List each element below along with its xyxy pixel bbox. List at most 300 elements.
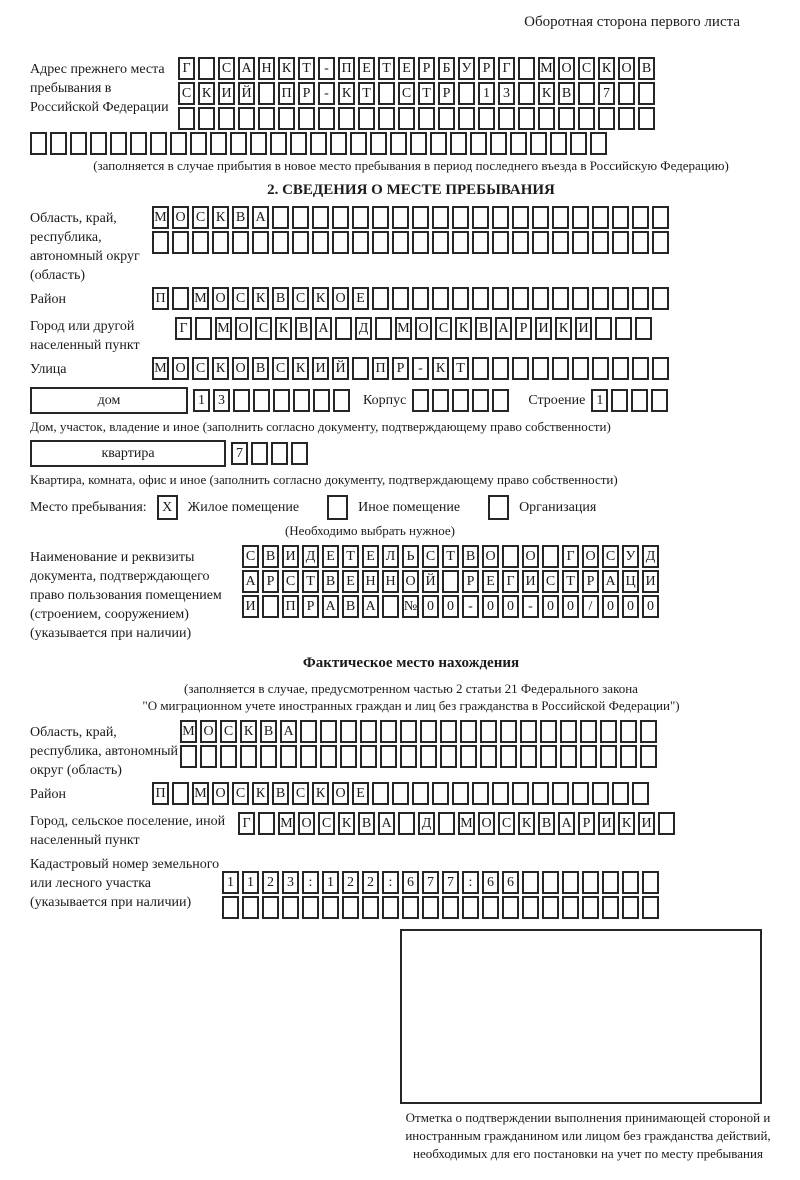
char-cell[interactable]: В [538, 812, 555, 835]
char-cell[interactable] [642, 871, 659, 894]
char-cell[interactable] [270, 132, 287, 155]
char-cell[interactable]: К [252, 287, 269, 310]
char-cell[interactable] [482, 896, 499, 919]
char-cell[interactable] [450, 132, 467, 155]
char-cell[interactable] [512, 287, 529, 310]
char-cell[interactable]: Д [302, 545, 319, 568]
char-cell[interactable] [195, 317, 212, 340]
char-cell[interactable] [600, 720, 617, 743]
char-cell[interactable]: О [235, 317, 252, 340]
char-cell[interactable] [452, 206, 469, 229]
char-cell[interactable] [640, 720, 657, 743]
char-cell[interactable]: 3 [498, 82, 515, 105]
char-cell[interactable] [618, 82, 635, 105]
char-cell[interactable] [592, 206, 609, 229]
char-cell[interactable] [352, 206, 369, 229]
char-cell[interactable] [402, 896, 419, 919]
char-cell[interactable] [293, 389, 310, 412]
char-cell[interactable] [262, 595, 279, 618]
char-cell[interactable]: К [275, 317, 292, 340]
char-cell[interactable] [572, 206, 589, 229]
char-cell[interactable]: В [272, 287, 289, 310]
char-cell[interactable] [432, 287, 449, 310]
char-cell[interactable] [271, 442, 288, 465]
char-cell[interactable] [520, 720, 537, 743]
char-cell[interactable] [70, 132, 87, 155]
char-cell[interactable] [462, 896, 479, 919]
char-cell[interactable]: Е [362, 545, 379, 568]
char-cell[interactable]: А [558, 812, 575, 835]
char-cell[interactable]: 0 [622, 595, 639, 618]
char-cell[interactable] [580, 720, 597, 743]
char-cell[interactable] [292, 206, 309, 229]
char-cell[interactable] [278, 107, 295, 130]
char-cell[interactable] [458, 82, 475, 105]
char-cell[interactable] [651, 389, 668, 412]
char-cell[interactable]: № [402, 595, 419, 618]
char-cell[interactable] [522, 871, 539, 894]
char-cell[interactable] [612, 287, 629, 310]
char-cell[interactable] [600, 745, 617, 768]
char-cell[interactable] [602, 871, 619, 894]
char-cell[interactable]: Р [462, 570, 479, 593]
char-cell[interactable]: 1 [591, 389, 608, 412]
char-cell[interactable]: 7 [598, 82, 615, 105]
char-cell[interactable] [558, 107, 575, 130]
char-cell[interactable]: - [462, 595, 479, 618]
char-cell[interactable]: В [272, 782, 289, 805]
char-cell[interactable]: Л [382, 545, 399, 568]
char-cell[interactable]: С [498, 812, 515, 835]
char-cell[interactable]: / [582, 595, 599, 618]
char-cell[interactable]: К [432, 357, 449, 380]
char-cell[interactable]: Р [392, 357, 409, 380]
char-cell[interactable] [240, 745, 257, 768]
char-cell[interactable]: Е [482, 570, 499, 593]
char-cell[interactable]: Е [358, 57, 375, 80]
char-cell[interactable] [562, 871, 579, 894]
char-cell[interactable]: В [462, 545, 479, 568]
char-cell[interactable] [632, 357, 649, 380]
char-cell[interactable]: Р [578, 812, 595, 835]
char-cell[interactable] [492, 357, 509, 380]
char-cell[interactable] [432, 389, 449, 412]
char-cell[interactable] [460, 720, 477, 743]
char-cell[interactable]: 7 [422, 871, 439, 894]
char-cell[interactable] [632, 231, 649, 254]
char-cell[interactable]: К [618, 812, 635, 835]
char-cell[interactable] [438, 107, 455, 130]
char-cell[interactable] [500, 745, 517, 768]
char-cell[interactable] [532, 357, 549, 380]
char-cell[interactable] [298, 107, 315, 130]
char-cell[interactable]: К [198, 82, 215, 105]
char-cell[interactable] [595, 317, 612, 340]
char-cell[interactable]: И [535, 317, 552, 340]
char-cell[interactable] [592, 231, 609, 254]
char-cell[interactable] [258, 82, 275, 105]
char-cell[interactable] [272, 231, 289, 254]
char-cell[interactable] [342, 896, 359, 919]
char-cell[interactable] [492, 389, 509, 412]
char-cell[interactable]: В [295, 317, 312, 340]
char-cell[interactable]: Б [438, 57, 455, 80]
char-cell[interactable]: У [458, 57, 475, 80]
char-cell[interactable] [582, 871, 599, 894]
char-cell[interactable] [432, 206, 449, 229]
char-cell[interactable]: 6 [502, 871, 519, 894]
char-cell[interactable] [372, 287, 389, 310]
char-cell[interactable] [190, 132, 207, 155]
char-cell[interactable] [330, 132, 347, 155]
char-cell[interactable]: Д [642, 545, 659, 568]
char-cell[interactable] [480, 745, 497, 768]
char-cell[interactable]: М [192, 782, 209, 805]
char-cell[interactable] [452, 287, 469, 310]
char-cell[interactable] [273, 389, 290, 412]
char-cell[interactable]: Т [302, 570, 319, 593]
char-cell[interactable]: Р [438, 82, 455, 105]
char-cell[interactable] [562, 896, 579, 919]
char-cell[interactable] [340, 745, 357, 768]
char-cell[interactable]: А [238, 57, 255, 80]
char-cell[interactable] [470, 132, 487, 155]
char-cell[interactable] [392, 231, 409, 254]
char-cell[interactable] [312, 231, 329, 254]
char-cell[interactable]: П [152, 782, 169, 805]
char-cell[interactable] [542, 545, 559, 568]
char-cell[interactable] [432, 231, 449, 254]
char-cell[interactable] [530, 132, 547, 155]
char-cell[interactable] [258, 812, 275, 835]
char-cell[interactable] [552, 231, 569, 254]
char-cell[interactable] [382, 896, 399, 919]
char-cell[interactable]: Ц [622, 570, 639, 593]
char-cell[interactable] [378, 82, 395, 105]
char-cell[interactable] [578, 107, 595, 130]
char-cell[interactable] [130, 132, 147, 155]
char-cell[interactable]: М [152, 206, 169, 229]
char-cell[interactable] [238, 107, 255, 130]
char-cell[interactable] [338, 107, 355, 130]
char-cell[interactable]: В [260, 720, 277, 743]
char-cell[interactable] [320, 720, 337, 743]
char-cell[interactable] [372, 206, 389, 229]
char-cell[interactable]: Н [258, 57, 275, 80]
char-cell[interactable] [502, 545, 519, 568]
char-cell[interactable]: М [180, 720, 197, 743]
char-cell[interactable] [372, 782, 389, 805]
char-cell[interactable]: А [495, 317, 512, 340]
char-cell[interactable] [512, 782, 529, 805]
char-cell[interactable] [310, 132, 327, 155]
char-cell[interactable]: Д [355, 317, 372, 340]
char-cell[interactable]: К [252, 782, 269, 805]
char-cell[interactable]: 2 [342, 871, 359, 894]
char-cell[interactable] [611, 389, 628, 412]
char-cell[interactable] [192, 231, 209, 254]
char-cell[interactable]: И [642, 570, 659, 593]
char-cell[interactable]: М [395, 317, 412, 340]
char-cell[interactable] [440, 720, 457, 743]
char-cell[interactable]: Г [238, 812, 255, 835]
char-cell[interactable]: П [338, 57, 355, 80]
char-cell[interactable] [251, 442, 268, 465]
char-cell[interactable]: Р [582, 570, 599, 593]
char-cell[interactable] [538, 107, 555, 130]
char-cell[interactable]: Д [418, 812, 435, 835]
char-cell[interactable] [652, 231, 669, 254]
char-cell[interactable]: С [272, 357, 289, 380]
char-cell[interactable] [302, 896, 319, 919]
char-cell[interactable] [233, 389, 250, 412]
char-cell[interactable]: К [518, 812, 535, 835]
char-cell[interactable] [360, 720, 377, 743]
char-cell[interactable]: С [242, 545, 259, 568]
char-cell[interactable] [230, 132, 247, 155]
char-cell[interactable] [552, 287, 569, 310]
char-cell[interactable] [550, 132, 567, 155]
char-cell[interactable]: К [338, 812, 355, 835]
char-cell[interactable]: М [538, 57, 555, 80]
char-cell[interactable] [253, 389, 270, 412]
char-cell[interactable] [632, 287, 649, 310]
char-cell[interactable] [218, 107, 235, 130]
char-cell[interactable]: 1 [222, 871, 239, 894]
char-cell[interactable] [518, 107, 535, 130]
char-cell[interactable] [512, 206, 529, 229]
char-cell[interactable]: О [582, 545, 599, 568]
char-cell[interactable]: В [252, 357, 269, 380]
char-cell[interactable]: Г [502, 570, 519, 593]
char-cell[interactable] [602, 896, 619, 919]
char-cell[interactable]: 6 [482, 871, 499, 894]
char-cell[interactable]: С [542, 570, 559, 593]
char-cell[interactable]: Р [418, 57, 435, 80]
char-cell[interactable]: 0 [422, 595, 439, 618]
char-cell[interactable]: М [278, 812, 295, 835]
char-cell[interactable]: М [192, 287, 209, 310]
char-cell[interactable] [542, 896, 559, 919]
char-cell[interactable]: Т [342, 545, 359, 568]
char-cell[interactable]: О [332, 287, 349, 310]
char-cell[interactable] [392, 287, 409, 310]
char-cell[interactable]: Р [515, 317, 532, 340]
char-cell[interactable]: 3 [213, 389, 230, 412]
char-cell[interactable] [560, 745, 577, 768]
char-cell[interactable]: О [232, 357, 249, 380]
char-cell[interactable]: 0 [602, 595, 619, 618]
char-cell[interactable]: С [435, 317, 452, 340]
char-cell[interactable]: С [192, 357, 209, 380]
checkbox-residential[interactable]: X [157, 495, 178, 520]
char-cell[interactable] [280, 745, 297, 768]
char-cell[interactable]: С [232, 782, 249, 805]
char-cell[interactable] [300, 720, 317, 743]
char-cell[interactable] [592, 357, 609, 380]
char-cell[interactable] [452, 231, 469, 254]
char-cell[interactable] [372, 231, 389, 254]
char-cell[interactable] [532, 782, 549, 805]
char-cell[interactable] [492, 287, 509, 310]
char-cell[interactable] [638, 82, 655, 105]
char-cell[interactable]: Н [382, 570, 399, 593]
char-cell[interactable]: К [598, 57, 615, 80]
char-cell[interactable] [652, 287, 669, 310]
char-cell[interactable]: Н [362, 570, 379, 593]
char-cell[interactable]: О [618, 57, 635, 80]
char-cell[interactable]: К [278, 57, 295, 80]
char-cell[interactable] [390, 132, 407, 155]
char-cell[interactable]: 7 [231, 442, 248, 465]
char-cell[interactable]: Р [262, 570, 279, 593]
char-cell[interactable]: В [475, 317, 492, 340]
char-cell[interactable]: 0 [562, 595, 579, 618]
char-cell[interactable] [412, 389, 429, 412]
char-cell[interactable] [502, 896, 519, 919]
char-cell[interactable] [332, 206, 349, 229]
char-cell[interactable] [335, 317, 352, 340]
char-cell[interactable] [640, 745, 657, 768]
char-cell[interactable]: С [220, 720, 237, 743]
char-cell[interactable] [272, 206, 289, 229]
char-cell[interactable] [260, 745, 277, 768]
char-cell[interactable] [313, 389, 330, 412]
char-cell[interactable] [572, 287, 589, 310]
char-cell[interactable] [362, 896, 379, 919]
char-cell[interactable] [178, 107, 195, 130]
char-cell[interactable]: В [322, 570, 339, 593]
char-cell[interactable] [322, 896, 339, 919]
char-cell[interactable] [442, 896, 459, 919]
char-cell[interactable] [262, 896, 279, 919]
char-cell[interactable]: О [200, 720, 217, 743]
char-cell[interactable]: С [178, 82, 195, 105]
char-cell[interactable]: Р [298, 82, 315, 105]
char-cell[interactable] [532, 231, 549, 254]
char-cell[interactable] [172, 231, 189, 254]
char-cell[interactable]: С [292, 782, 309, 805]
char-cell[interactable] [632, 782, 649, 805]
char-cell[interactable] [472, 389, 489, 412]
char-cell[interactable] [220, 745, 237, 768]
char-cell[interactable] [632, 206, 649, 229]
char-cell[interactable] [620, 745, 637, 768]
char-cell[interactable]: С [192, 206, 209, 229]
char-cell[interactable] [478, 107, 495, 130]
char-cell[interactable]: И [575, 317, 592, 340]
char-cell[interactable]: О [402, 570, 419, 593]
char-cell[interactable]: О [482, 545, 499, 568]
char-cell[interactable] [622, 871, 639, 894]
char-cell[interactable] [652, 357, 669, 380]
char-cell[interactable]: : [382, 871, 399, 894]
char-cell[interactable] [612, 231, 629, 254]
char-cell[interactable]: О [172, 357, 189, 380]
char-cell[interactable]: А [252, 206, 269, 229]
char-cell[interactable] [542, 871, 559, 894]
char-cell[interactable]: К [312, 287, 329, 310]
char-cell[interactable] [540, 720, 557, 743]
checkbox-organization[interactable] [488, 495, 509, 520]
char-cell[interactable]: А [322, 595, 339, 618]
char-cell[interactable]: 2 [262, 871, 279, 894]
char-cell[interactable]: - [318, 57, 335, 80]
char-cell[interactable] [572, 231, 589, 254]
char-cell[interactable] [422, 896, 439, 919]
char-cell[interactable]: О [415, 317, 432, 340]
char-cell[interactable] [512, 231, 529, 254]
char-cell[interactable] [210, 132, 227, 155]
char-cell[interactable]: С [318, 812, 335, 835]
char-cell[interactable] [570, 132, 587, 155]
char-cell[interactable]: И [522, 570, 539, 593]
char-cell[interactable]: Т [358, 82, 375, 105]
char-cell[interactable]: - [318, 82, 335, 105]
char-cell[interactable] [412, 231, 429, 254]
char-cell[interactable] [498, 107, 515, 130]
char-cell[interactable] [472, 206, 489, 229]
char-cell[interactable]: И [282, 545, 299, 568]
char-cell[interactable]: М [215, 317, 232, 340]
char-cell[interactable] [282, 896, 299, 919]
char-cell[interactable]: 0 [442, 595, 459, 618]
char-cell[interactable] [500, 720, 517, 743]
char-cell[interactable]: И [242, 595, 259, 618]
checkbox-other-premises[interactable] [327, 495, 348, 520]
char-cell[interactable]: Т [562, 570, 579, 593]
char-cell[interactable]: Р [478, 57, 495, 80]
char-cell[interactable] [438, 812, 455, 835]
char-cell[interactable] [90, 132, 107, 155]
char-cell[interactable] [452, 782, 469, 805]
char-cell[interactable] [612, 357, 629, 380]
char-cell[interactable]: 2 [362, 871, 379, 894]
char-cell[interactable] [452, 389, 469, 412]
char-cell[interactable]: Й [238, 82, 255, 105]
char-cell[interactable]: А [315, 317, 332, 340]
char-cell[interactable] [292, 231, 309, 254]
char-cell[interactable]: К [338, 82, 355, 105]
char-cell[interactable] [360, 745, 377, 768]
char-cell[interactable] [375, 317, 392, 340]
char-cell[interactable] [430, 132, 447, 155]
char-cell[interactable] [380, 720, 397, 743]
char-cell[interactable]: И [598, 812, 615, 835]
char-cell[interactable]: 3 [282, 871, 299, 894]
char-cell[interactable]: В [232, 206, 249, 229]
char-cell[interactable] [590, 132, 607, 155]
char-cell[interactable] [258, 107, 275, 130]
char-cell[interactable]: П [372, 357, 389, 380]
char-cell[interactable] [200, 745, 217, 768]
char-cell[interactable]: 0 [502, 595, 519, 618]
char-cell[interactable]: О [332, 782, 349, 805]
char-cell[interactable] [170, 132, 187, 155]
char-cell[interactable] [612, 206, 629, 229]
char-cell[interactable]: К [240, 720, 257, 743]
char-cell[interactable]: П [152, 287, 169, 310]
char-cell[interactable]: 1 [193, 389, 210, 412]
char-cell[interactable]: Ь [402, 545, 419, 568]
char-cell[interactable] [582, 896, 599, 919]
char-cell[interactable] [180, 745, 197, 768]
char-cell[interactable] [350, 132, 367, 155]
char-cell[interactable]: 0 [542, 595, 559, 618]
char-cell[interactable] [492, 206, 509, 229]
char-cell[interactable]: В [358, 812, 375, 835]
char-cell[interactable] [110, 132, 127, 155]
